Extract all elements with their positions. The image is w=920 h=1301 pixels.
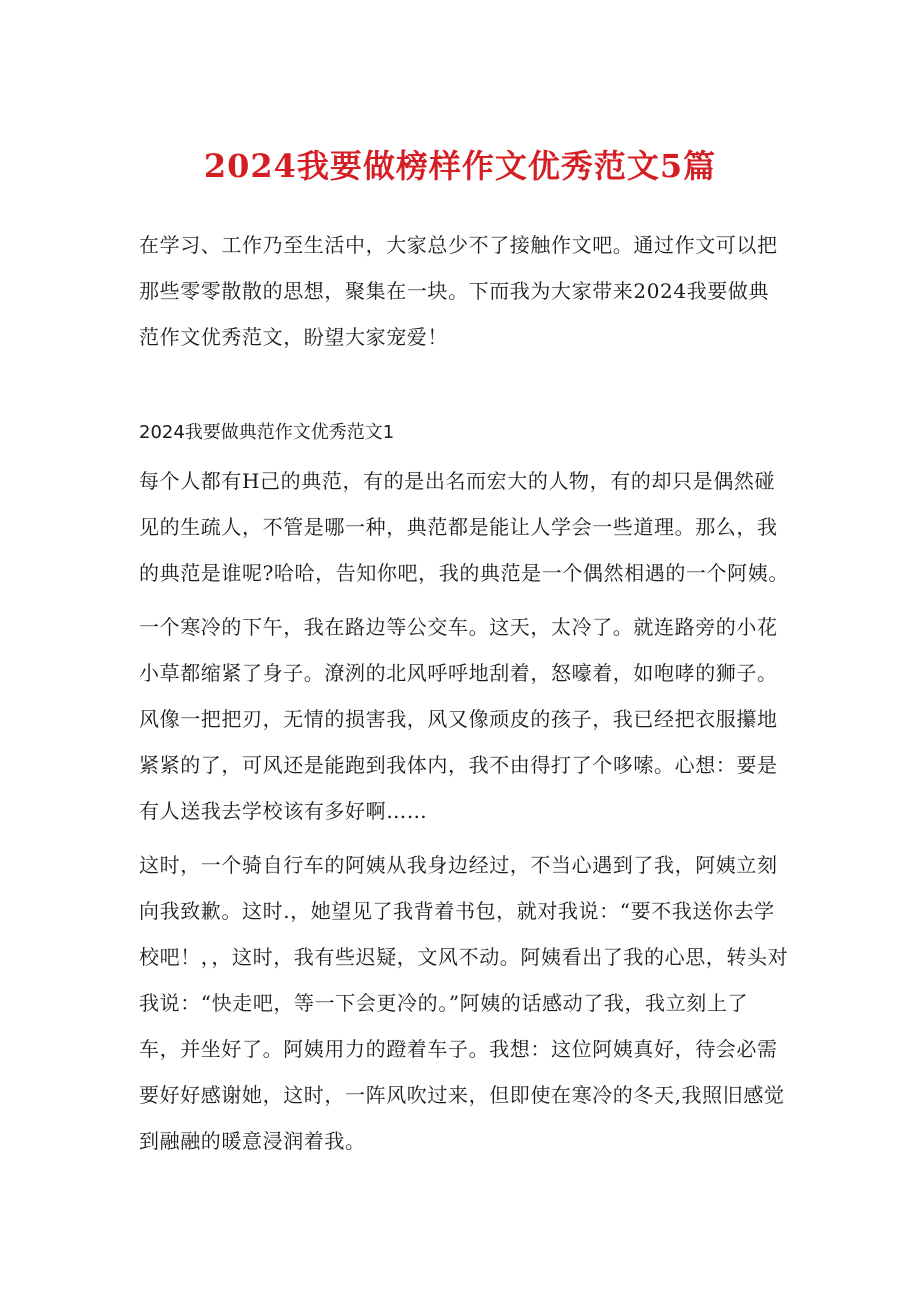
body-paragraph-3: 这时，一个骑自行车的阿姨从我身边经过，不当心遇到了我，阿姨立刻向我致歉。这时.，她望见了我背着书包，就对我说：“要不我送你去学校吧！，，这时，我有些迟疑，文风不动。阿姨看出了我的心思，转头对我说：“快走吧，等一下会更冷的。”阿姨的话感动了我，我立刻上了车，并坐好了。阿姨用力的蹬着车子。我想：这位阿姨真好，待会必需要好好感谢她，这时，一阵风吹过来，但即使在寒冷的冬天,我照旧感觉到融融的暖意浸润着我。 bbox=[139, 853, 789, 1153]
body-paragraph-1: 每个人都有H己的典范，有的是出名而宏大的人物，有的却只是偶然碰见的生疏人，不管是哪一种，典范都是能让人学会一些道理。那么，我的典范是谁呢?哈哈，告知你吧，我的典范是一个偶然相遇的一个阿姨。 bbox=[139, 469, 789, 585]
body-paragraph-2: 一个寒冷的下午，我在路边等公交车。这天，太冷了。就连路旁的小花小草都缩紧了身子。潦洌的北风呼呼地刮着，怒嚎着，如咆哮的狮子。风像一把把刃，无情的损害我，风又像顽皮的孩子，我已经把衣服攥地紧紧的了，可风还是能跑到我体内，我不由得打了个哆嗦。心想：要是有人送我去学校该有多好啊…… bbox=[139, 615, 778, 823]
section-heading: 2024我要做典范作文优秀范文1 bbox=[139, 422, 395, 443]
document-title: 2024我要做榜样作文优秀范文5篇 bbox=[203, 147, 717, 185]
intro-paragraph: 在学习、工作乃至生活中，大家总少不了接触作文吧。通过作文可以把那些零零散散的思想，聚集在一块。下而我为大家带来2024我要做典范作文优秀范文，盼望大家宠爱！ bbox=[139, 233, 778, 349]
